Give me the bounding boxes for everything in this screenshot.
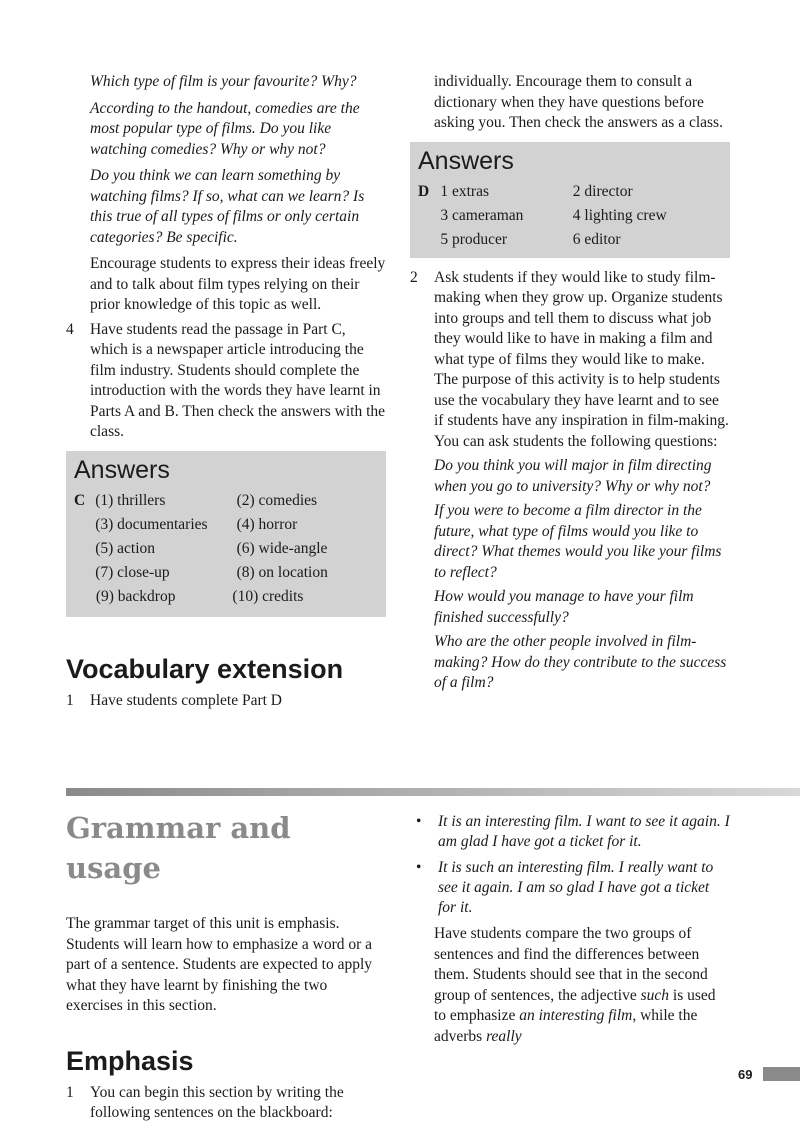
answers-title: Answers: [418, 146, 514, 175]
answer-cell: 3 cameraman: [440, 206, 524, 224]
answer-cell: 5 producer: [440, 230, 508, 248]
bullet-icon: •: [416, 859, 422, 876]
step-number: 1: [66, 1083, 74, 1101]
continued-paragraph: individually. Encourage them to consult a dictionary when they have questions before asking you. Then check the answers as a class.: [434, 73, 723, 131]
step-2: [410, 268, 730, 453]
answers-title: Answers: [74, 455, 170, 484]
grammar-right-column: [410, 812, 730, 1051]
answer-letter: C: [74, 491, 86, 509]
step-number: 4: [66, 320, 74, 338]
answer-cell: (4) horror: [236, 515, 298, 533]
encourage-paragraph: Encourage students to express their ideas freely and to talk about film types relying on their prior knowledge of this topic as well.: [90, 255, 386, 313]
answer-letter: D: [418, 182, 430, 200]
example-sentences: [410, 812, 730, 852]
step-number: 1: [66, 691, 74, 709]
answers-box-d: [410, 142, 730, 258]
step-text: Ask students if they would like to study film-making when they grow up. Organize students into groups and tell them to discuss what job they would like to have in making a film and what type of films they would like to make. The purpose of this activity is to help students use the vocabulary they have learnt and to see if students have any inspiration in film-making. You can ask students the following questions:: [434, 268, 729, 450]
section-divider: [66, 788, 800, 796]
answer-row: [74, 561, 378, 585]
answer-cell: (3) documentaries: [95, 515, 208, 533]
answer-cell: (7) close-up: [95, 563, 170, 581]
emphasis-heading: Emphasis: [66, 1045, 194, 1076]
answer-row: [74, 513, 378, 537]
compare-text: Have students compare the two groups of sentences and find the differences between them. Students should see that in the second group of sentences, the adjective: [434, 925, 708, 1004]
compare-text: is used to emphasize: [434, 986, 716, 1024]
step-text: Have students read the passage in Part C, which is a newspaper article introducing the film industry. Students should complete the introduction with the words they have learnt in Parts A and B. Then check the answers with the class.: [90, 320, 386, 440]
discussion-question: If you were to become a film director in the future, what type of films would you like to direct? What themes would you like your films to reflect?: [434, 502, 722, 581]
example-sentences: [410, 858, 730, 918]
answer-cell: 1 extras: [440, 182, 490, 200]
answer-row: [418, 228, 722, 252]
compare-such: such: [640, 986, 670, 1004]
answer-cell: (2) comedies: [236, 491, 318, 509]
discussion-question: Do you think we can learn something by watching films? If so, what can we learn? Is this true of all types of films or only certain categories? Be specific.: [90, 167, 365, 246]
step-4: [66, 320, 386, 443]
discussion-question: Do you think you will major in film directing when you go to university? Why or why not?: [434, 457, 712, 495]
answer-cell: 2 director: [572, 182, 633, 200]
left-column: [66, 72, 386, 715]
answers-grid: [74, 489, 378, 609]
compare-paragraph: [434, 924, 730, 1047]
answer-cell: (10) credits: [232, 587, 304, 605]
page-number: 69: [738, 1067, 753, 1082]
answer-cell: (1) thrillers: [95, 491, 166, 509]
answer-cell: 6 editor: [572, 230, 621, 248]
answer-row: [74, 585, 378, 609]
example-text: It is such an interesting film. I really want to see it again. I am so glad I have got a ticket for it.: [438, 859, 714, 916]
vocab-step-1: [66, 691, 386, 712]
grammar-intro: The grammar target of this unit is emphasis. Students will learn how to emphasize a word or a part of a sentence. Students are expected to apply what they have learnt by finishing the two exercises in this section.: [66, 915, 373, 1014]
discussion-question: How would you manage to have your film finished successfully?: [434, 588, 694, 626]
step-text: You can begin this section by writing the following sentences on the blackboard:: [90, 1083, 344, 1121]
answer-row: [74, 537, 378, 561]
grammar-left-column: [66, 808, 386, 1128]
answer-row: [418, 180, 722, 204]
page-number-bar: [763, 1067, 800, 1081]
answer-cell: (6) wide-angle: [236, 539, 328, 557]
discussion-question: Who are the other people involved in film-making? How do they contribute to the success of a film?: [434, 633, 727, 691]
answer-row: [418, 204, 722, 228]
answers-grid: [418, 180, 722, 252]
step-number: 2: [410, 268, 418, 286]
grammar-heading: Grammar and usage: [66, 811, 291, 885]
discussion-question: According to the handout, comedies are the most popular type of films. Do you like watching comedies? Why or why not?: [90, 99, 360, 158]
compare-text: , while the adverbs: [434, 1007, 698, 1045]
answer-row: [74, 489, 378, 513]
answers-box-c: [66, 451, 386, 617]
bullet-icon: •: [416, 813, 422, 830]
vocabulary-heading: Vocabulary extension: [66, 653, 344, 684]
right-column: [410, 72, 730, 700]
compare-really: really: [486, 1027, 522, 1045]
answer-cell: (8) on location: [236, 563, 328, 581]
step-text: Have students complete Part D: [90, 691, 282, 709]
answer-cell: 4 lighting crew: [572, 206, 667, 224]
answer-cell: (5) action: [95, 539, 156, 557]
example-text: It is an interesting film. I want to see it again. I am glad I have got a ticket for it.: [438, 813, 730, 850]
discussion-question: Which type of film is your favourite? Why?: [90, 73, 357, 90]
answer-cell: (9) backdrop: [95, 587, 176, 605]
emphasis-step-1: [66, 1083, 386, 1124]
compare-film: an interesting film: [519, 1007, 633, 1024]
